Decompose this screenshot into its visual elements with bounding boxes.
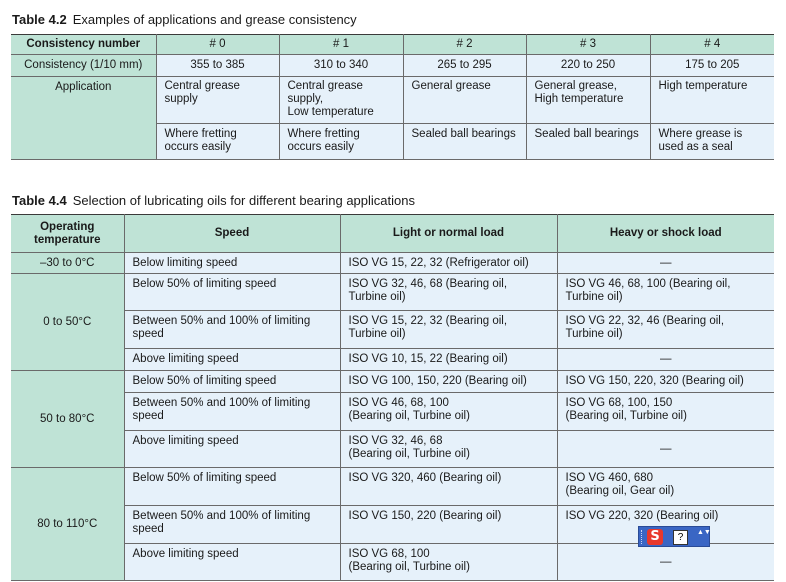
consistency-value: 220 to 250 [526, 55, 650, 77]
grade-header: # 3 [526, 35, 650, 55]
temperature-cell: 50 to 80°C [11, 371, 124, 468]
light-cell: ISO VG 15, 22, 32 (Refrigerator oil) [340, 253, 557, 274]
grease-consistency-table [11, 34, 774, 160]
table44-row [11, 468, 774, 506]
light-cell: ISO VG 46, 68, 100 (Bearing oil, Turbine oil) [340, 393, 557, 431]
application-cell: Where fretting occurs easily [156, 124, 279, 160]
light-cell: ISO VG 10, 15, 22 (Bearing oil) [340, 349, 557, 371]
table42-header-row [11, 35, 774, 55]
consistency-value: 175 to 205 [650, 55, 774, 77]
arrows-icon[interactable]: ▲▼ [697, 529, 711, 536]
light-load-header: Light or normal load [340, 215, 557, 253]
speed-cell: Above limiting speed [124, 431, 340, 468]
heavy-cell: ISO VG 220, 320 (Bearing oil) [557, 506, 774, 544]
heavy-cell: — [557, 431, 774, 468]
light-cell: ISO VG 100, 150, 220 (Bearing oil) [340, 371, 557, 393]
speed-cell: Between 50% and 100% of limiting speed [124, 506, 340, 544]
table42-caption-text: Examples of applications and grease consistency [72, 12, 357, 27]
temperature-cell: –30 to 0°C [11, 253, 124, 274]
light-cell: ISO VG 150, 220 (Bearing oil) [340, 506, 557, 544]
table44-caption [12, 193, 415, 208]
consistency-number-label: Consistency number [11, 35, 156, 55]
heavy-cell: ISO VG 150, 220, 320 (Bearing oil) [557, 371, 774, 393]
table42-caption-number: Table 4.2 [12, 12, 67, 27]
application-cell: Where grease is used as a seal [650, 124, 774, 160]
table44-row [11, 371, 774, 393]
application-cell: Central grease supply [156, 77, 279, 124]
consistency-label: Consistency (1/10 mm) [11, 55, 156, 77]
table44-row [11, 544, 774, 581]
light-cell: ISO VG 32, 46, 68 (Bearing oil, Turbine oil) [340, 274, 557, 311]
toolbar-grip-icon[interactable] [641, 530, 645, 544]
table44-header-row [11, 215, 774, 253]
speed-cell: Between 50% and 100% of limiting speed [124, 393, 340, 431]
application-cell: High temperature [650, 77, 774, 124]
light-cell: ISO VG 15, 22, 32 (Bearing oil, Turbine oil) [340, 311, 557, 349]
table42-application-row [11, 77, 774, 124]
heavy-cell: — [557, 253, 774, 274]
consistency-value: 355 to 385 [156, 55, 279, 77]
grade-header: # 2 [403, 35, 526, 55]
table44-row [11, 393, 774, 431]
grade-header: # 0 [156, 35, 279, 55]
heavy-cell: — [557, 349, 774, 371]
application-label: Application [11, 77, 156, 160]
grade-header: # 4 [650, 35, 774, 55]
operating-temperature-header: Operating temperature [11, 215, 124, 253]
speed-cell: Above limiting speed [124, 349, 340, 371]
speed-cell: Between 50% and 100% of limiting speed [124, 311, 340, 349]
table44-row [11, 431, 774, 468]
application-cell: Where fretting occurs easily [279, 124, 403, 160]
table44-row [11, 253, 774, 274]
light-cell: ISO VG 32, 46, 68 (Bearing oil, Turbine oil) [340, 431, 557, 468]
table44-row [11, 274, 774, 311]
grade-header: # 1 [279, 35, 403, 55]
table44-row [11, 311, 774, 349]
heavy-cell: ISO VG 22, 32, 46 (Bearing oil, Turbine oil) [557, 311, 774, 349]
table44-row [11, 349, 774, 371]
heavy-cell: — [557, 544, 774, 581]
speed-cell: Below 50% of limiting speed [124, 274, 340, 311]
heavy-cell: ISO VG 68, 100, 150 (Bearing oil, Turbine oil) [557, 393, 774, 431]
application-cell: Central grease supply, Low temperature [279, 77, 403, 124]
ime-toolbar[interactable] [638, 526, 710, 547]
table42-consistency-row [11, 55, 774, 77]
application-cell: General grease, High temperature [526, 77, 650, 124]
speed-cell: Above limiting speed [124, 544, 340, 581]
speed-header: Speed [124, 215, 340, 253]
table42-caption [12, 12, 357, 27]
help-icon[interactable]: ? [673, 530, 688, 545]
light-cell: ISO VG 68, 100 (Bearing oil, Turbine oil) [340, 544, 557, 581]
speed-cell: Below 50% of limiting speed [124, 468, 340, 506]
temperature-cell: 0 to 50°C [11, 274, 124, 371]
consistency-value: 265 to 295 [403, 55, 526, 77]
consistency-value: 310 to 340 [279, 55, 403, 77]
s-logo-icon[interactable]: S [647, 529, 663, 545]
speed-cell: Below 50% of limiting speed [124, 371, 340, 393]
application-cell: Sealed ball bearings [526, 124, 650, 160]
table44-caption-number: Table 4.4 [12, 193, 67, 208]
heavy-load-header: Heavy or shock load [557, 215, 774, 253]
temperature-cell: 80 to 110°C [11, 468, 124, 581]
light-cell: ISO VG 320, 460 (Bearing oil) [340, 468, 557, 506]
application-cell: Sealed ball bearings [403, 124, 526, 160]
speed-cell: Below limiting speed [124, 253, 340, 274]
application-cell: General grease [403, 77, 526, 124]
heavy-cell: ISO VG 46, 68, 100 (Bearing oil, Turbine oil) [557, 274, 774, 311]
table44-caption-text: Selection of lubricating oils for different bearing applications [72, 193, 415, 208]
heavy-cell: ISO VG 460, 680 (Bearing oil, Gear oil) [557, 468, 774, 506]
